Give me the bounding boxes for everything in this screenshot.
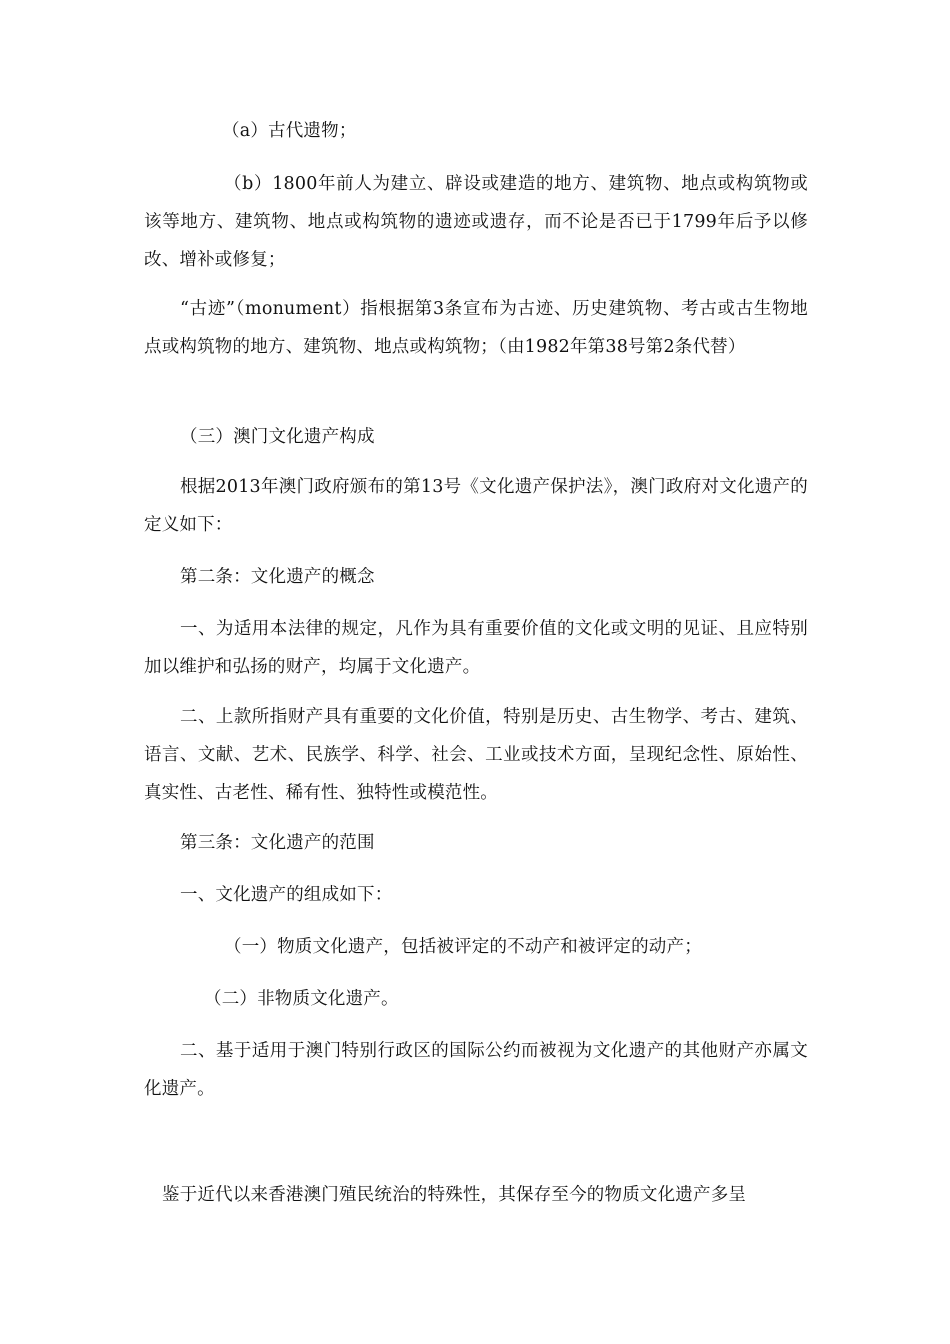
paragraph-2013-law: 根据2013年澳门政府颁布的第13号《文化遗产保护法》，澳门政府对文化遗产的定义如下： — [144, 477, 808, 535]
heading-macau-heritage: （三）澳门文化遗产构成 — [180, 427, 375, 447]
paragraph-article-2-item-1: 一、为适用本法律的规定，凡作为具有重要价值的文化或文明的见证、且应特别加以维护和弘扬的财产，均属于文化遗产。 — [144, 619, 808, 677]
paragraph-article-2-item-2: 二、上款所指财产具有重要的文化价值，特别是历史、古生物学、考古、建筑、语言、文献、艺术、民族学、科学、社会、工业或技术方面，呈现纪念性、原始性、真实性、古老性、稀有性、独特性或模范性。 — [144, 707, 808, 803]
paragraph-tangible-heritage: （一）物质文化遗产，包括被评定的不动产和被评定的动产； — [224, 937, 702, 957]
paragraph-colonial-context: 鉴于近代以来香港澳门殖民统治的特殊性，其保存至今的物质文化遗产多呈 — [162, 1185, 747, 1205]
heading-article-2: 第二条：文化遗产的概念 — [180, 567, 375, 587]
paragraph-monument-definition: “古迹”（monument）指根据第3条宣布为古迹、历史建筑物、考古或古生物地点或构筑物的地方、建筑物、地点或构筑物；（由1982年第38号第2条代替） — [144, 299, 808, 357]
paragraph-intangible-heritage: （二）非物质文化遗产。 — [204, 989, 399, 1009]
paragraph-ancient-relics: （a）古代遗物； — [222, 121, 357, 141]
heading-article-3: 第三条：文化遗产的范围 — [180, 833, 375, 853]
paragraph-article-3-item-1: 一、文化遗产的组成如下： — [180, 885, 393, 905]
paragraph-article-3-item-2: 二、基于适用于澳门特别行政区的国际公约而被视为文化遗产的其他财产亦属文化遗产。 — [144, 1041, 808, 1099]
paragraph-pre-1800-structures: （b）1800年前人为建立、辟设或建造的地方、建筑物、地点或构筑物或该等地方、建筑物、地点或构筑物的遗迹或遗存，而不论是否已于1799年后予以修改、增补或修复； — [144, 174, 808, 270]
